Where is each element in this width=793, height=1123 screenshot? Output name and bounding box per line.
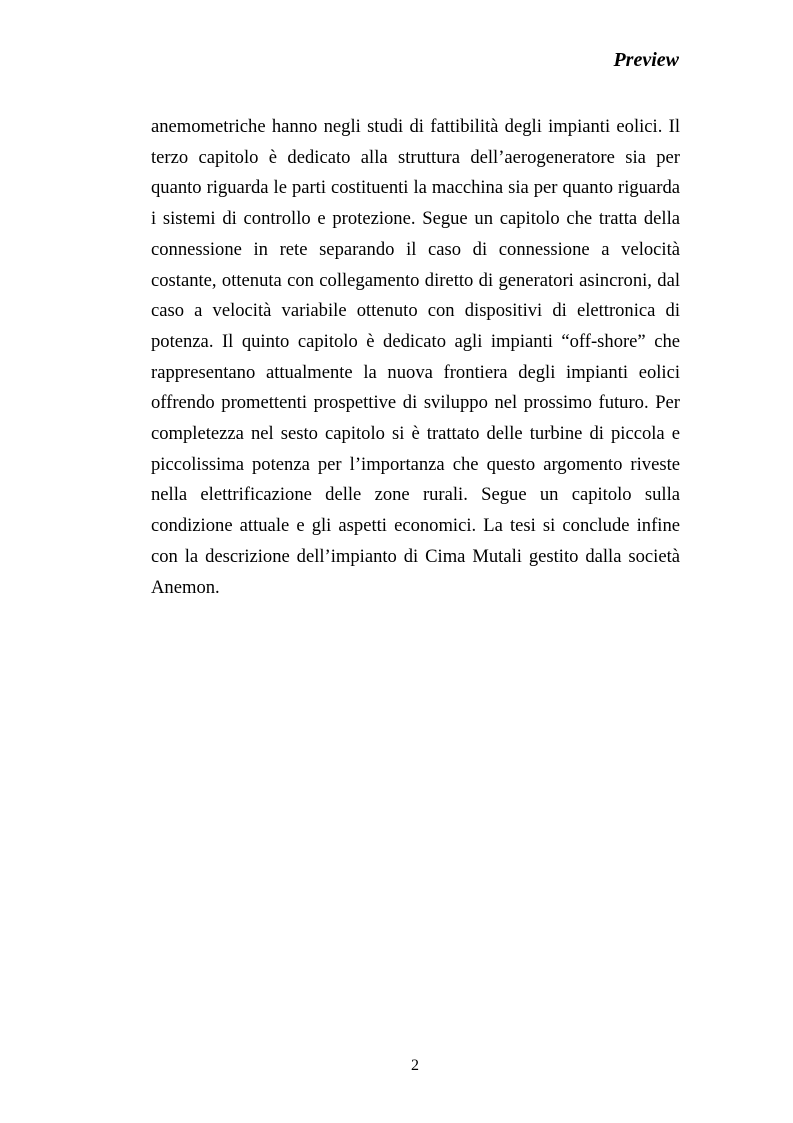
preview-header: Preview [613,49,679,71]
page-number: 2 [411,1057,419,1074]
body-paragraph: anemometriche hanno negli studi di fattibilità degli impianti eolici. Il terzo capitolo è dedicato alla struttura dell’aerogeneratore sia per quanto riguarda le parti costituenti la macchina sia per quanto riguarda i sistemi di controllo e protezione. Segue un capitolo che tratta della connessione in rete separando il caso di connessione a velocità costante, ottenuta con collegamento diretto di generatori asincroni, dal caso a velocità variabile ottenuto con dispositivi di elettronica di potenza. Il quinto capitolo è dedicato agli impianti “off-shore” che rappresentano attualmente la nuova frontiera degli impianti eolici offrendo promettenti prospettive di sviluppo nel prossimo futuro. Per completezza nel sesto capitolo si è trattato delle turbine di piccola e piccolissima potenza per l’importanza che questo argomento riveste nella elettrificazione delle zone rurali. Segue un capitolo sulla condizione attuale e gli aspetti economici. La tesi si conclude infine con la descrizione dell’impianto di Cima Mutali gestito dalla società Anemon. [151,116,680,598]
